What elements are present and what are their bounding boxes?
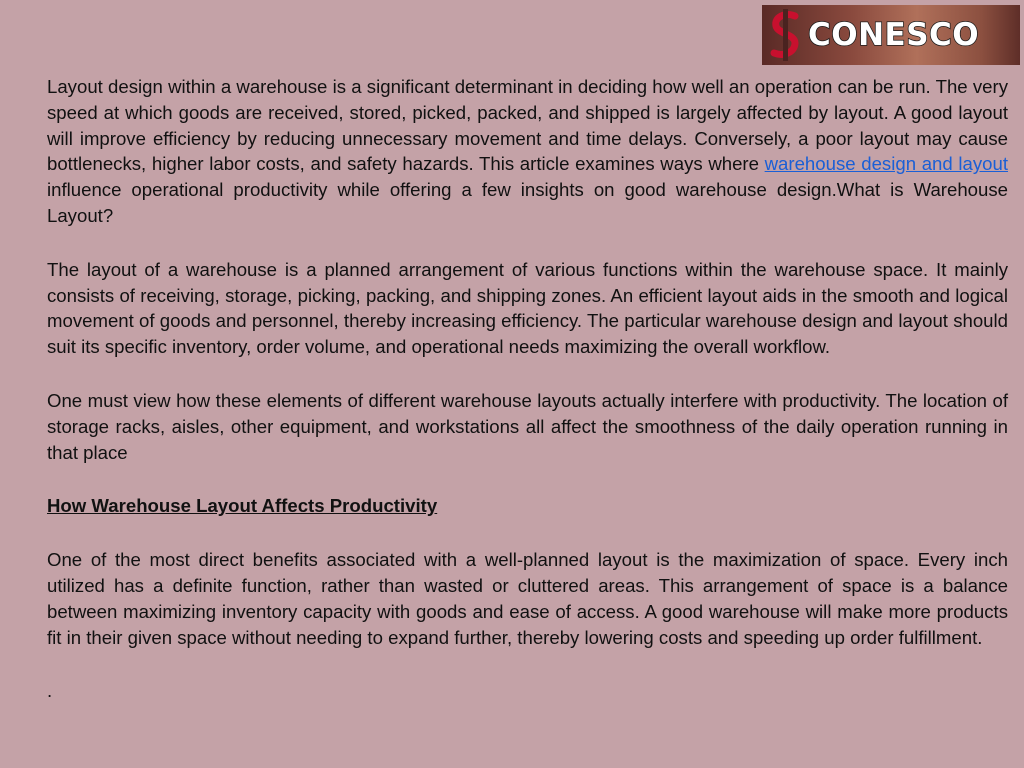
conesco-logo <box>762 5 1020 65</box>
space-maximization-paragraph: One of the most direct benefits associated with a well-planned layout is the maximization of space. Every inch utilized has a definite function, rather than wasted or cluttered areas. This arrangement of space is a balance between maximizing inventory capacity with goods and ease of access. A good warehouse will make more products fit in their given space without needing to expand further, thereby lowering costs and speeding up order fulfillment. <box>47 549 1008 648</box>
conesco-s-mark-icon <box>768 9 802 61</box>
intro-paragraph <box>47 74 1008 229</box>
article-body <box>47 74 1008 704</box>
section-heading: How Warehouse Layout Affects Productivity <box>47 495 438 517</box>
intro-text-end: influence operational productivity while offering a few insights on good warehouse design.What is Warehouse Layout? <box>47 179 1008 226</box>
warehouse-design-link[interactable]: warehouse design and layout <box>764 153 1008 175</box>
trailing-dot: . <box>47 680 53 702</box>
intro-text-start: Layout design within a warehouse is a significant determinant in deciding how well an operation can be run. The very speed at which goods are received, stored, picked, packed, and shipped is largely affected by layout. A good layout will improve efficiency by reducing unnecessary movement and time delays. Conversely, a poor layout may cause bottlenecks, higher labor costs, and safety hazards. This article examines ways where <box>47 76 1008 175</box>
layout-definition-paragraph: The layout of a warehouse is a planned arrangement of various functions within the warehouse space. It mainly consists of receiving, storage, picking, packing, and shipping zones. An efficient layout aids in the smooth and logical movement of goods and personnel, thereby increasing efficiency. The particular warehouse design and layout should suit its specific inventory, order volume, and operational needs maximizing the overall workflow. <box>47 258 1008 358</box>
logo-text: CONESCO <box>808 17 980 53</box>
productivity-elements-paragraph: One must view how these elements of different warehouse layouts actually interfere with productivity. The location of storage racks, aisles, other equipment, and workstations all affect the smoothness of the daily operation running in that place <box>47 389 1008 463</box>
